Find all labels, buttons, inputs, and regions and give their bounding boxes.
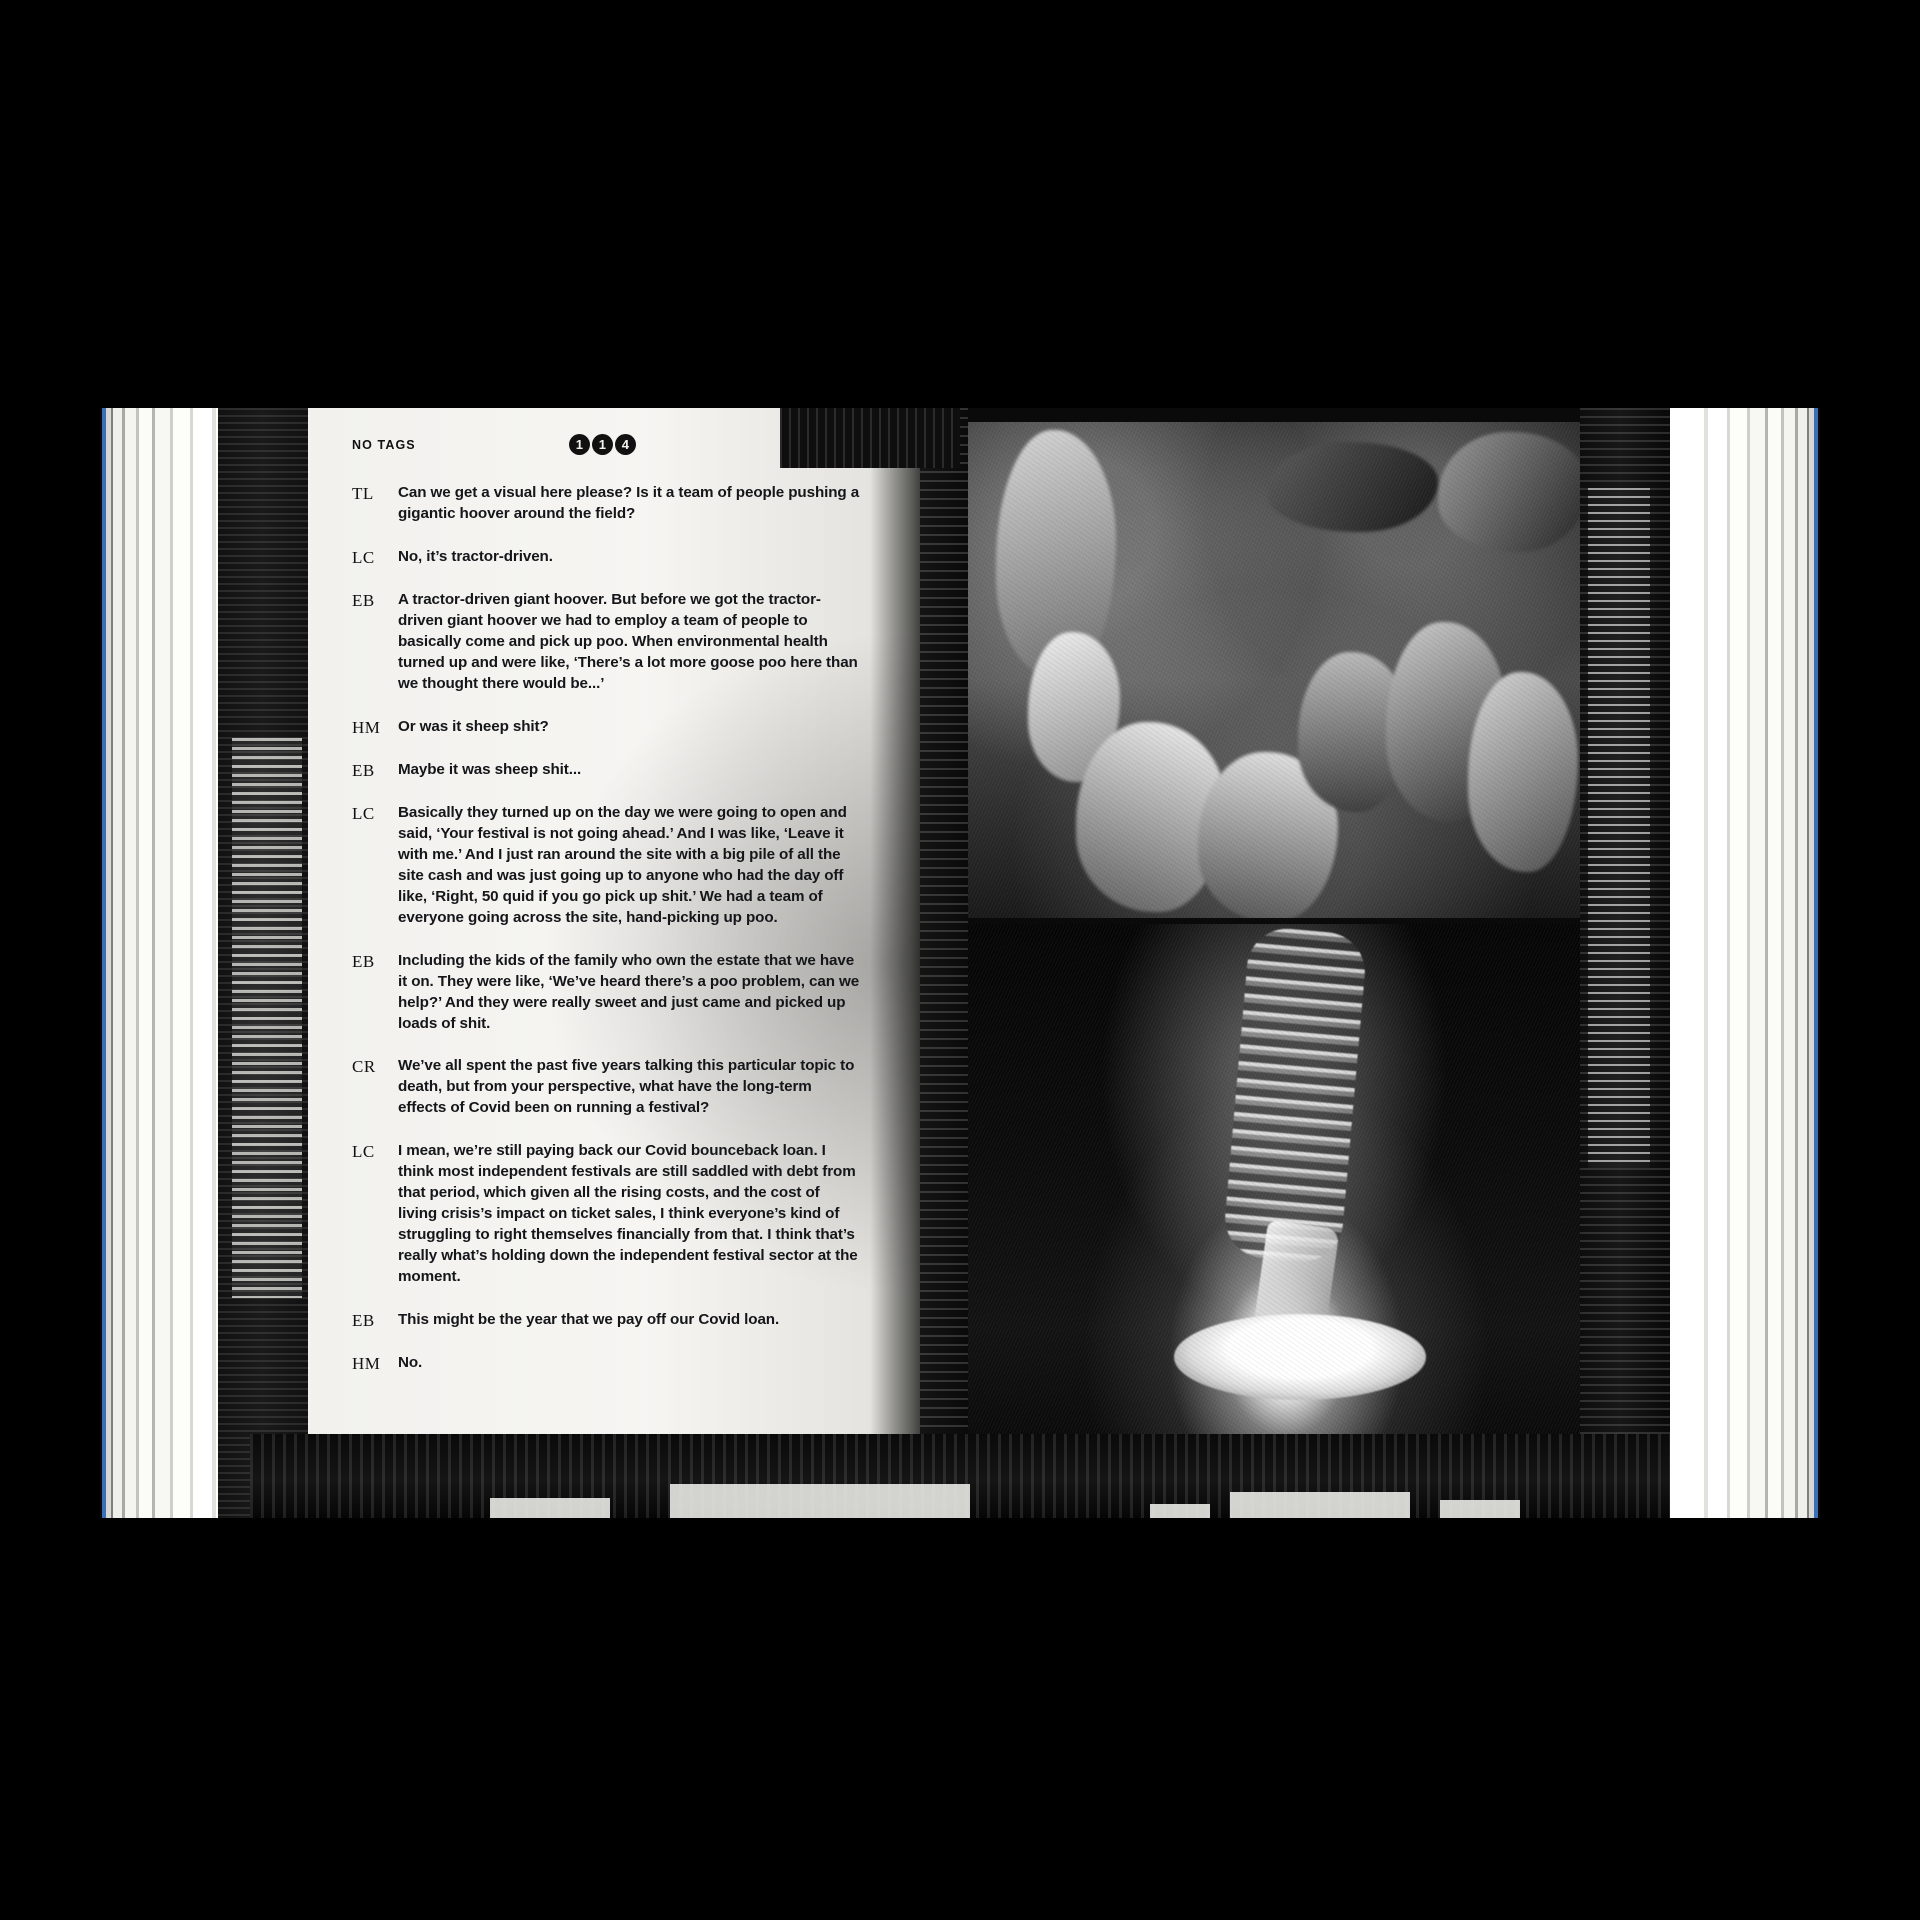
inflatable-tube-shape (1222, 925, 1368, 1264)
bottom-torn-band (250, 1434, 1670, 1518)
transcript-entry (352, 803, 862, 929)
right-page (968, 408, 1670, 1518)
speaker-initials: EB (352, 1311, 375, 1331)
speaker-initials: LC (352, 547, 375, 567)
transcript-entry (352, 483, 862, 525)
speaker-initials: TL (352, 484, 374, 503)
interview-transcript (352, 483, 862, 1374)
inflatable-disc-shape (1174, 1314, 1426, 1400)
speaker-text: No. (398, 1354, 423, 1372)
speaker-text: This might be the year that we pay off our Covid loan. (398, 1311, 780, 1329)
transcript-entry (352, 590, 862, 695)
inflatable-boot-photo (968, 924, 1580, 1502)
speaker-initials: CR (352, 1057, 376, 1077)
right-page-edge-stripes (1670, 408, 1820, 1518)
speaker-text: Maybe it was sheep shit... (398, 760, 582, 778)
speaker-initials: LC (352, 803, 375, 823)
speaker-text: Basically they turned up on the day we were going to open and said, ‘Your festival is not going ahead.’ And I was like, ‘Leave it with me.’ And I just ran around the site with a big pile of all the site cash and was just going up to anyone who had the day off like, ‘Right, 50 quid if you go pick up shit.’ We had a team of everyone going across the site, hand-picking up poo. (398, 803, 847, 926)
top-torn-band (780, 408, 960, 468)
speaker-text: A tractor-driven giant hoover. But before we got the tractor-driven giant hoover we had to employ a team of people to basically come and pick up poo. When environmental health turned up and were like, ‘There’s a lot more goose poo here than we thought there would be...’ (398, 590, 858, 692)
folio-digit-1: 1 (569, 434, 590, 455)
speaker-text: I mean, we’re still paying back our Covid bounceback loan. I think most independent festivals are still saddled with debt from that period, which given all the rising costs, and the cost of living crisis’s impact on ticket sales, I think everyone’s kind of struggling to right themselves financially from that. I think that’s really what’s holding down the independent festival sector at the moment. (398, 1142, 858, 1286)
speaker-text: Can we get a visual here please? Is it a team of people pushing a gigantic hoover around the field? (398, 484, 860, 522)
transcript-entry (352, 1310, 862, 1331)
folio-digit-3: 4 (615, 434, 636, 455)
speaker-initials: EB (352, 760, 375, 780)
book-spread (100, 408, 1820, 1518)
page-folio (569, 434, 636, 455)
transcript-entry (352, 951, 862, 1035)
folio-digit-2: 1 (592, 434, 613, 455)
speaker-initials: LC (352, 1142, 375, 1162)
publication-title: NO TAGS (352, 437, 416, 452)
speaker-text: Including the kids of the family who own the estate that we have it on. They were like, ‘We’ve heard there’s a poo problem, can we help?’ And they were really sweet and just came and picked up loads of shit. (398, 951, 860, 1032)
speaker-text: Or was it sheep shit? (398, 717, 549, 735)
speaker-text: No, it’s tractor-driven. (398, 547, 553, 565)
center-grain-strip (920, 408, 968, 1518)
transcript-entry (352, 1141, 862, 1288)
transcript-entry (352, 1353, 862, 1374)
transcript-entry (352, 760, 862, 781)
speaker-initials: EB (352, 951, 375, 971)
crowd-dancefloor-photo (968, 422, 1580, 918)
transcript-entry (352, 717, 862, 738)
speaker-initials: HM (352, 1354, 381, 1374)
speaker-text: We’ve all spent the past five years talking this particular topic to death, but from your perspective, what have the long-term effects of Covid been on running a festival? (398, 1057, 855, 1117)
transcript-entry (352, 1056, 862, 1119)
transcript-entry (352, 547, 862, 568)
speaker-initials: EB (352, 590, 375, 610)
right-torn-paper-strip (1580, 408, 1670, 1518)
left-page (308, 408, 920, 1518)
speaker-initials: HM (352, 717, 381, 737)
